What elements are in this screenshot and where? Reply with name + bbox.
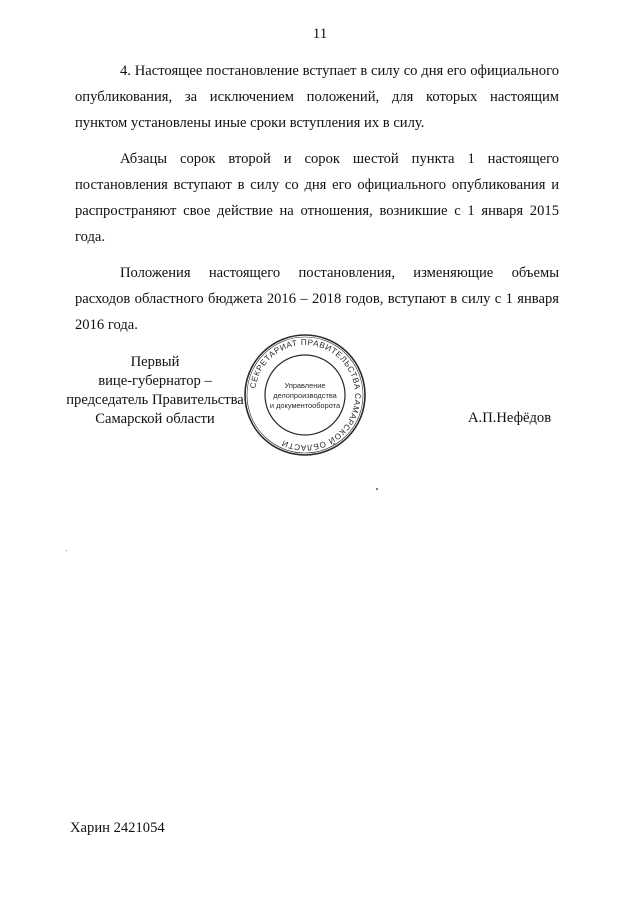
seal-inner-text: делопроизводства: [273, 391, 337, 400]
seal-inner-text: и документооборота: [269, 401, 341, 410]
signatory-title-line: вице-губернатор –: [98, 373, 212, 389]
executor-note: Харин 2421054: [70, 820, 165, 836]
seal-inner-text: Управление: [284, 381, 326, 390]
scan-speck: [66, 550, 67, 551]
signatory-title: [60, 353, 250, 429]
document-body: [75, 58, 559, 348]
signatory-title-line: Самарской области: [95, 411, 215, 427]
signatory-title-line: председатель Правительства: [66, 392, 244, 408]
scan-speck: [376, 488, 378, 490]
paragraph-budget-provisions: Положения настоящего постановления, изменяющие объемы расходов областного бюджета 2016 – 2018 годов, вступают в силу с 1 января 2016 года.: [75, 265, 559, 333]
paragraph-effective-date: 4. Настоящее постановление вступает в силу со дня его официального опубликования, за исключением положений, для которых настоящим пунктом установлены иные сроки вступления их в силу.: [75, 63, 559, 131]
signatory-title-line: Первый: [130, 354, 180, 370]
paragraph-retroactive-clauses: Абзацы сорок второй и сорок шестой пункта 1 настоящего постановления вступают в силу со дня его официального опубликования и распространяют свое действие на отношения, возникшие с 1 января 2015 года.: [75, 151, 559, 245]
official-seal: [243, 333, 367, 457]
seal-outer-text: СЕКРЕТАРИАТ ПРАВИТЕЛЬСТВА САМАРСКОЙ ОБЛАСТИ: [248, 337, 363, 453]
signatory-name: А.П.Нефёдов: [468, 410, 552, 426]
page-number: 11: [312, 26, 328, 42]
